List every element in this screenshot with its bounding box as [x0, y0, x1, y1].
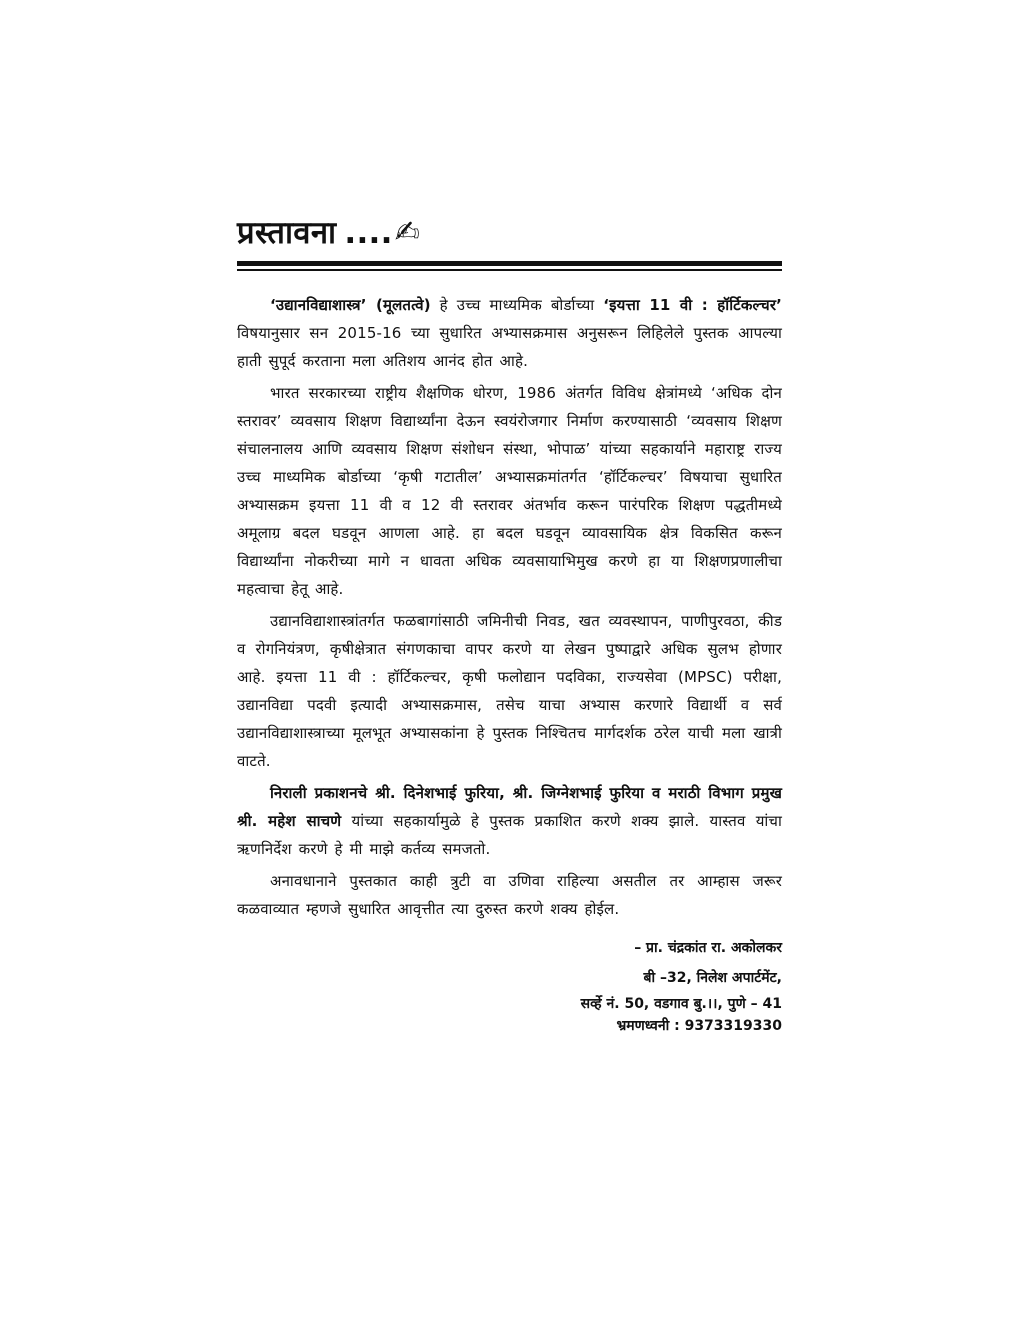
paragraph-text: हे उच्च माध्यमिक बोर्डाच्या	[430, 295, 604, 314]
title-ellipsis: ....	[344, 215, 393, 251]
author-phone: भ्रमणध्वनी : 9373319330	[616, 1017, 782, 1034]
author-address-line-2: सर्व्हे नं. 50, वडगाव बु.।।, पुणे – 41	[580, 995, 782, 1012]
paragraph-text: विषयानुसार सन 2015-16 च्या सुधारित अभ्यासक्रमास अनुसरून लिहिलेले पुस्तक आपल्या हाती सुपूर्द करताना मला अतिशय आनंद होत आहे.	[237, 323, 782, 370]
author-signature	[237, 933, 782, 1037]
page-title	[237, 205, 782, 253]
paragraph-scope: उद्यानविद्याशास्त्रांतर्गत फळबागांसाठी जमिनीची निवड, खत व्यवस्थापन, पाणीपुरवठा, कीड व रोगनियंत्रण, कृषीक्षेत्रात संगणकाचा वापर करणे या लेखन पुष्पाद्वारे अधिक सुलभ होणार आहे. इयत्ता 11 वी : हॉर्टिकल्चर, कृषी फलोद्यान पदविका, राज्यसेवा (MPSC) परीक्षा, उद्यानविद्या पदवी इत्यादी अभ्यासक्रमास, तसेच याचा अभ्यास करणारे विद्यार्थी व सर्व उद्यानविद्याशास्त्राच्या मूलभूत अभ्यासकांना हे पुस्तक निश्चितच मार्गदर्शक ठरेल याची मला खात्री वाटते.	[237, 611, 782, 770]
preface-page	[237, 205, 782, 1037]
author-name: – प्रा. चंद्रकांत रा. अकोलकर	[634, 939, 782, 956]
class-title-bold: ‘इयत्ता 11 वी : हॉर्टिकल्चर’	[603, 295, 782, 314]
writing-hand-icon: ✍	[394, 215, 421, 250]
heading-rule-thick	[237, 261, 782, 266]
heading-rule-thin	[237, 269, 782, 271]
author-address-line-1: बी –32, निलेश अपार्टमेंट,	[643, 969, 782, 986]
paragraph-text: यांच्या सहकार्यामुळे हे पुस्तक प्रकाशित करणे शक्य झाले. यास्तव यांचा ऋणनिर्देश करणे हे मी माझे कर्तव्य समजतो.	[237, 811, 782, 858]
paragraph-intro	[237, 291, 782, 375]
paragraph-policy: भारत सरकारच्या राष्ट्रीय शैक्षणिक धोरण, 1986 अंतर्गत विविध क्षेत्रांमध्ये ‘अधिक दोन स्तरावर’ व्यवसाय शिक्षण विद्यार्थ्यांना देऊन स्वयंरोजगार निर्माण करण्यासाठी ‘व्यवसाय शिक्षण संचालनालय आणि व्यवसाय शिक्षण संशोधन संस्था, भोपाळ’ यांच्या सहकार्याने महाराष्ट्र राज्य उच्च माध्यमिक बोर्डाच्या ‘कृषी गटातील’ अभ्यासक्रमांतर्गत ‘हॉर्टिकल्चर’ विषयाचा सुधारित अभ्यासक्रम इयत्ता 11 वी व 12 वी स्तरावर अंतर्भाव करून पारंपरिक शिक्षण पद्धतीमध्ये अमूलाग्र बदल घडवून आणला आहे. हा बदल घडवून व्यावसायिक क्षेत्र विकसित करून विद्यार्थ्यांना नोकरीच्या मागे न धावता अधिक व्यवसायाभिमुख करणे हा या शिक्षणप्रणालीचा महत्वाचा हेतू आहे.	[237, 383, 782, 598]
paragraph-feedback: अनावधानाने पुस्तकात काही त्रुटी वा उणिवा राहिल्या असतील तर आम्हास जरूर कळवाव्यात म्हणजे सुधारित आवृत्तीत त्या दुरुस्त करणे शक्य होईल.	[237, 871, 782, 918]
title-text: प्रस्तावना	[237, 215, 337, 251]
paragraph-acknowledgement	[237, 779, 782, 863]
publisher-names-bold: निराली प्रकाशनचे श्री. दिनेशभाई फुरिया, श्री. जिग्नेशभाई फुरिया व मराठी विभाग प्रमुख श्री. महेश साचणे	[237, 783, 782, 830]
preface-body	[237, 291, 782, 923]
book-title-bold: ‘उद्यानविद्याशास्त्र’ (मूलतत्वे)	[270, 295, 431, 314]
